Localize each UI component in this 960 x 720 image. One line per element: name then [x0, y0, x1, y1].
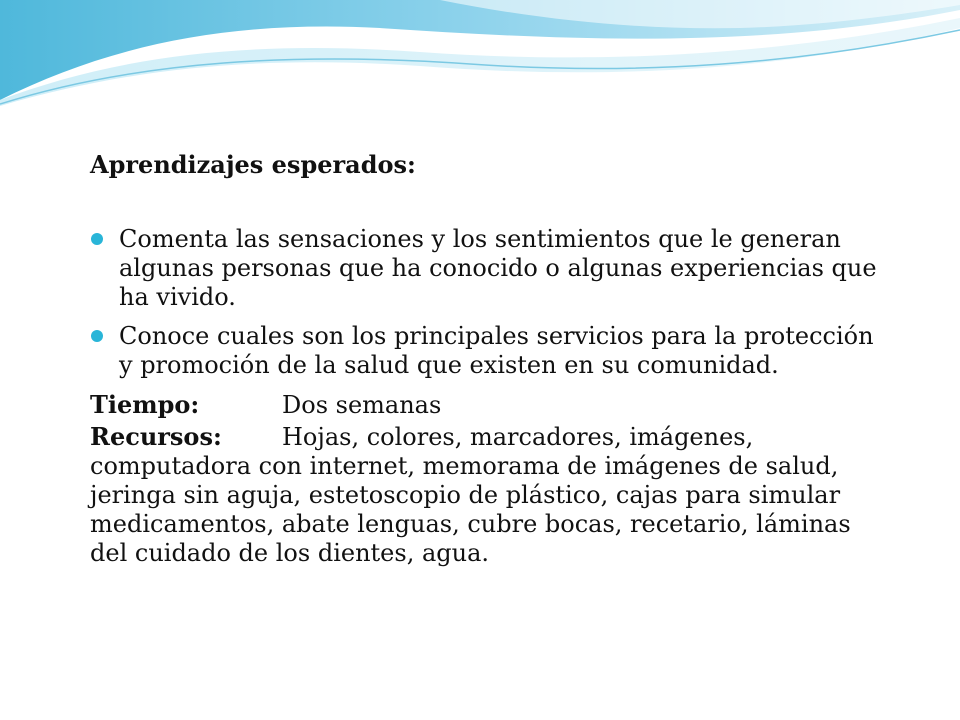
- recursos-row: [90, 422, 880, 568]
- list-item: [90, 322, 880, 380]
- tiempo-value: Dos semanas: [282, 391, 442, 419]
- slide-content: [90, 150, 880, 568]
- tiempo-row: [90, 390, 880, 420]
- bullet-text: Comenta las sensaciones y los sentimientos que le generan algunas personas que ha conocido o algunas experiencias que ha vivido.: [119, 225, 877, 311]
- list-item: [90, 225, 880, 312]
- tiempo-label: Tiempo:: [90, 390, 200, 419]
- bullet-icon: [91, 233, 103, 245]
- bullet-text: Conoce cuales son los principales servicios para la protección y promoción de la salud que existen en su comunidad.: [119, 322, 874, 379]
- slide-heading: Aprendizajes esperados:: [90, 150, 416, 179]
- recursos-label: Recursos:: [90, 422, 222, 451]
- learning-outcomes-list: [90, 225, 880, 380]
- header-wave-decoration: [0, 0, 960, 120]
- bullet-icon: [91, 330, 103, 342]
- recursos-value: Hojas, colores, marcadores, imágenes, computadora con internet, memorama de imágenes de salud, jeringa sin aguja, estetoscopio de plástico, cajas para simular medicamentos, abate lenguas, cubre bocas, recetario, láminas del cuidado de los dientes, agua.: [90, 423, 851, 567]
